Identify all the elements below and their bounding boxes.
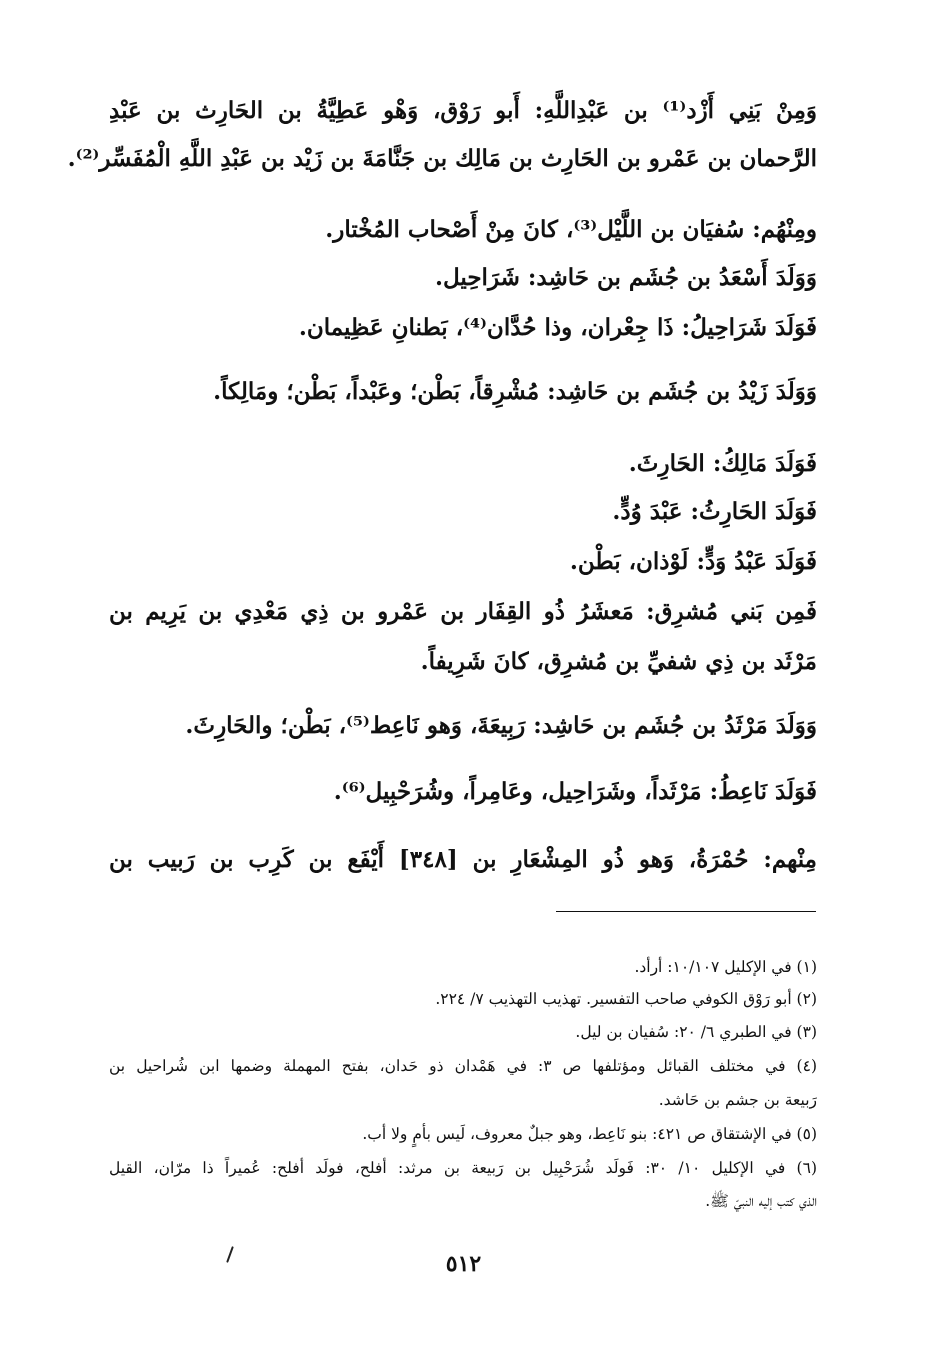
page-number: ٥١٢ — [445, 1251, 482, 1277]
footnote-line: (٥) في الإشتقاق ص ٤٢١: بنو نَاعِط، وهو جبلٌ معروف، لَيس بأمٍ ولا أب. — [362, 1125, 817, 1143]
body-line: وَوَلَدَ أَسْعَدُ بن جُشَم بن حَاشِد: شَرَاحِيل. — [434, 264, 817, 291]
body-line: وَوَلَدَ زَيْدُ بن جُشَم بن حَاشِد: مُشْرِقاً، بَطْن؛ وعَبْداً، بَطْن؛ ومَالِكاً. — [213, 378, 817, 405]
footnote-divider — [556, 911, 816, 912]
body-line: فَمِن بَني مُشرِق: مَعشَرُ ذُو القِفَار بن عَمْرو بن ذِي مَعْدِي بن يَرِيم بن — [109, 598, 817, 625]
body-line: فَوَلَدَ مَالِكُ: الحَارِثَ. — [628, 450, 817, 477]
body-line: فَوَلَدَ شَرَاحِيلُ: ذَا جِعْران، وذا حُدَّان⁽⁴⁾، بَطنانِ عَظِيمان. — [298, 314, 817, 341]
body-line: فَوَلَدَ الحَارِثُ: عَبْدَ وُدٍّ. — [612, 498, 817, 525]
body-line: الرَّحمان بن عَمْرو بن الحَارِث بن مَالِك بن جَنَّامَةَ بن زَيْد بن عَبْدِ اللَّهِ الْمُفَسِّر⁽²⁾. — [67, 145, 817, 172]
footnote-line: (٣) في الطبري ٦/ ٢٠: سُفيان بن ليل. — [575, 1023, 817, 1041]
body-line: فَوَلَدَ عَبْدُ وَدٍّ: لَوْذان، بَطْن. — [569, 548, 817, 575]
body-line: مِنْهم: حُمْرَةُ، وَهو ذُو المِشْعَارِ بن [٣٤٨] أَيْفَع بن كَرِب بن رَبيب بن — [109, 846, 817, 873]
footnote-line: (٢) أبو رَوْق الكوفي صاحب التفسير. تهذيب التهذيب ٧/ ٢٢٤. — [435, 990, 817, 1008]
footnote-line: (١) في الإكليل ١٠/١٠٧: أرأد. — [634, 958, 817, 976]
body-line: وَمِنْ بَنِي أَزْد⁽¹⁾ بن عَبْدِاللَّهِ: أَبو رَوْق، وَهْو عَطِيَّةُ بن الحَارِث بن عَبْدِ — [109, 97, 817, 124]
footnote-line: الذي كتب إليه النبيّ ﷺ. — [705, 1192, 817, 1210]
body-line: فَوَلَدَ نَاعِطُ: مَرْثَداً، وشَرَاحِيل، وعَامِراً، وشُرَحْبِيل⁽⁶⁾. — [333, 778, 817, 805]
body-line: مَرْثَد بن ذِي شفيِّ بن مُشرِق، كانَ شَرِيفاً. — [420, 648, 817, 675]
body-line: ومِنْهُم: سُفيَان بن اللَّيْل⁽³⁾، كانَ مِنْ أَصْحاب المُخْتار. — [325, 216, 817, 243]
footnote-line: (٤) في مختلف القبائل ومؤتلفها ص ٣: في هَمْدان ذو حَدان، بفتح المهملة وضمها ابن شُراحيل بن — [109, 1057, 817, 1075]
footnote-line: رَبيعة بن جشم بن حَاشد. — [658, 1091, 817, 1109]
footnote-line: (٦) في الإكليل ١٠/ ٣٠: فَولَد شُرَحْبِيل بن رَبيعة بن مرثد: أفلح، فولَد أفلح: عُميراً ذا مرّان، القيل — [109, 1159, 817, 1177]
body-line: وَوَلَدَ مَرْثَدُ بن جُشَم بن حَاشِد: رَبِيعَةَ، وَهو نَاعِط⁽⁵⁾، بَطْن؛ والحَارِثَ. — [185, 712, 817, 739]
